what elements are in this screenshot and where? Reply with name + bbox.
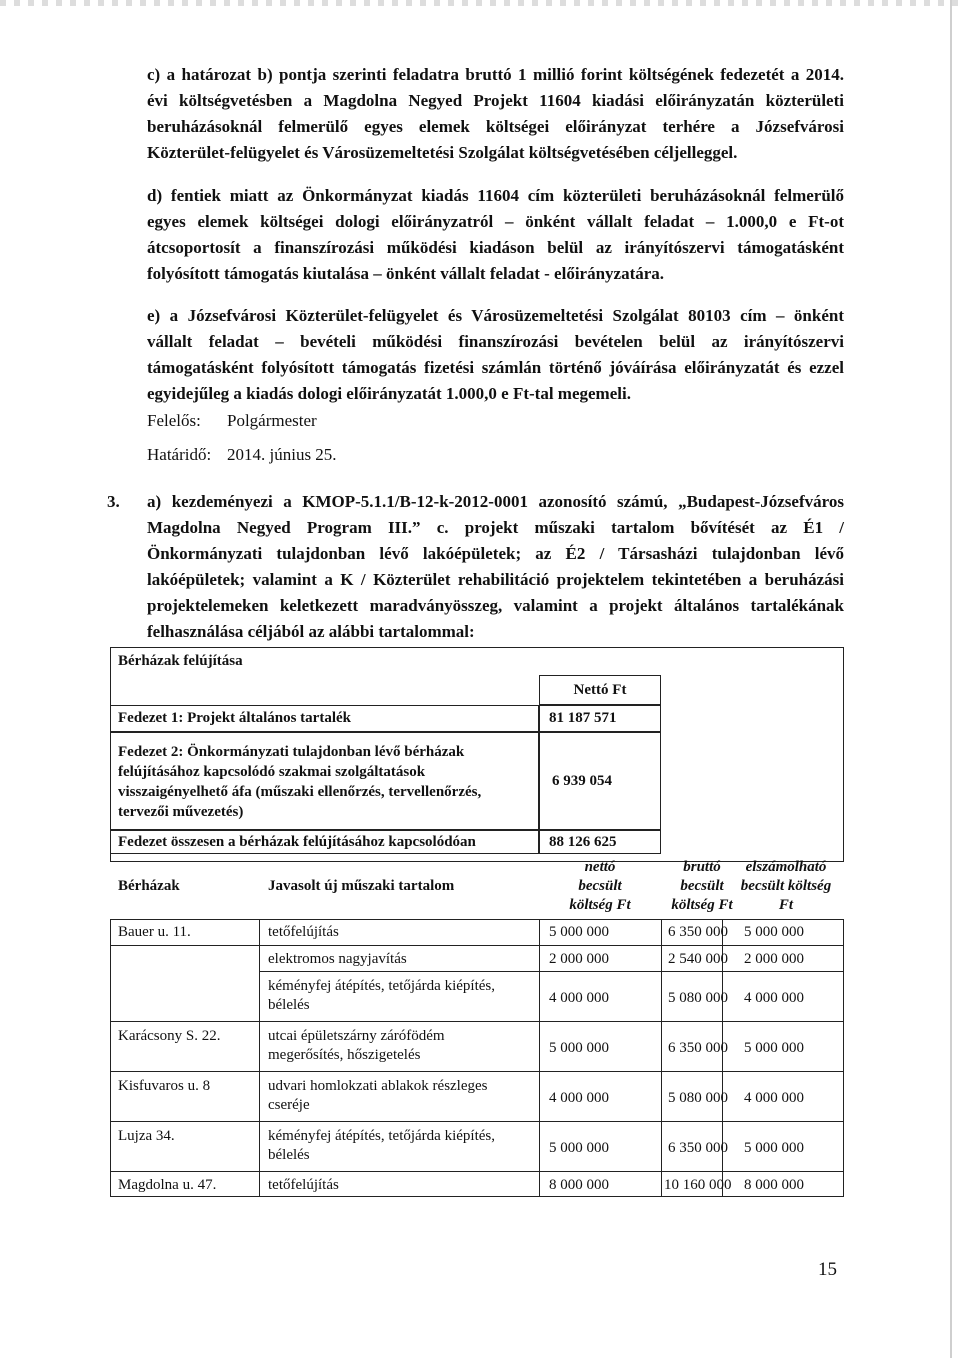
row-net: 2 000 000 xyxy=(549,951,609,967)
row-content-line: megerősítés, hőszigetelés xyxy=(268,1047,421,1063)
row-gross: 2 540 000 xyxy=(668,951,728,967)
responsible-value: Polgármester xyxy=(227,411,317,430)
paragraph-line: Önkormányzati tulajdonban lévő lakóépületek; az É2 / Társasházi tulajdonban lévő xyxy=(147,544,844,563)
column-divider xyxy=(661,919,662,1197)
item-number: 3. xyxy=(107,492,120,511)
paragraph-line: e) a Józsefvárosi Közterület-felügyelet és Városüzemeltetési Szolgálat 80103 cím – önként xyxy=(147,306,844,325)
paragraph-line: lakóépületek; valamint a K / Közterület rehabilitáció projektelem tekintetében a beruházási xyxy=(147,570,844,589)
paragraph-line: vállalt feladat – bevételi működési finanszírozási bevételen belül az irányítószervi xyxy=(147,332,844,351)
fund2-label-line: tervezői művezetés) xyxy=(118,804,244,820)
paragraph-line: évi költségvetésben a Magdolna Negyed Projekt 11604 kiadási előirányzatán közterületi xyxy=(147,91,844,110)
row-divider xyxy=(110,945,260,946)
funding-table-title: Bérházak felújítása xyxy=(118,653,243,669)
header-eligible xyxy=(728,858,844,915)
responsible-line xyxy=(147,409,317,433)
fund2-label-line: Fedezet 2: Önkormányzati tulajdonban lévő bérházak xyxy=(118,744,465,760)
row-eligible: 5 000 000 xyxy=(744,1040,804,1056)
header-net-line: becsült xyxy=(578,878,622,894)
paragraph-line: projektelemeken keletkezett maradványösszeg, valamint a projekt általános tartalékának xyxy=(147,596,844,615)
row-content: tetőfelújítás xyxy=(268,1177,339,1193)
row-gross: 5 080 000 xyxy=(668,990,728,1006)
row-divider xyxy=(110,1171,844,1172)
header-gross-line: bruttó xyxy=(683,859,721,875)
row-divider xyxy=(110,1021,844,1022)
paragraph-line: felhasználása céljából az alábbi tartalommal: xyxy=(147,622,475,641)
row-content-line: kéményfej átépítés, tetőjárda kiépítés, xyxy=(268,978,495,994)
row-net: 4 000 000 xyxy=(549,990,609,1006)
row-gross: 6 350 000 xyxy=(668,1140,728,1156)
row-gross: 10 160 000 xyxy=(664,1177,732,1193)
row-content xyxy=(268,1077,488,1115)
row-content-line: cseréje xyxy=(268,1097,310,1113)
header-eligible-line: Ft xyxy=(778,897,794,913)
fund1-value: 81 187 571 xyxy=(549,710,617,726)
row-eligible: 4 000 000 xyxy=(744,1090,804,1106)
fund-total-value: 88 126 625 xyxy=(549,834,617,850)
row-net: 8 000 000 xyxy=(549,1177,609,1193)
deadline-label: Határidő: xyxy=(147,445,212,464)
paragraph-line: átcsoportosít a finanszírozási működési kiadáson belül az irányítószervi támogatásként xyxy=(147,238,844,257)
row-content-line: bélelés xyxy=(268,1147,310,1163)
row-content-line: kéményfej átépítés, tetőjárda kiépítés, xyxy=(268,1128,495,1144)
row-gross: 6 350 000 xyxy=(668,924,728,940)
row-net: 4 000 000 xyxy=(549,1090,609,1106)
fund2-label-line: felújításához kapcsolódó szakmai szolgáltatások xyxy=(118,764,426,780)
net-header: Nettó Ft xyxy=(573,682,627,698)
row-divider xyxy=(259,971,844,972)
row-divider xyxy=(259,945,844,946)
scan-right-edge xyxy=(950,0,952,1358)
row-eligible: 5 000 000 xyxy=(744,1140,804,1156)
fund2-value: 6 939 054 xyxy=(552,773,612,789)
deadline-value: 2014. június 25. xyxy=(227,445,337,464)
row-building: Karácsony S. 22. xyxy=(118,1028,221,1044)
paragraph-line: beruházásoknál felmerülő egyes elemek költségei előirányzat terhére a Józsefvárosi xyxy=(147,117,844,136)
fund-total-label: Fedezet összesen a bérházak felújításához kapcsolódóan xyxy=(118,834,476,850)
row-building: Lujza 34. xyxy=(118,1128,175,1144)
scan-top-edge xyxy=(0,0,960,6)
row-building: Magdolna u. 47. xyxy=(118,1177,217,1193)
row-content xyxy=(268,1127,495,1165)
fund1-label: Fedezet 1: Projekt általános tartalék xyxy=(118,710,351,726)
header-net-line: nettó xyxy=(584,859,616,875)
row-content-line: udvari homlokzati ablakok részleges xyxy=(268,1078,488,1094)
paragraph-line: Közterület-felügyelet és Városüzemeltetési Szolgálat költségvetésében céljelleggel. xyxy=(147,143,738,162)
paragraph-line: d) fentiek miatt az Önkormányzat kiadás 11604 cím közterületi beruházásoknál felmerülő xyxy=(147,186,844,205)
column-divider xyxy=(259,919,260,1197)
row-divider xyxy=(110,1121,844,1122)
row-building: Kisfuvaros u. 8 xyxy=(118,1078,211,1094)
row-net: 5 000 000 xyxy=(549,1040,609,1056)
fund2-label-line: visszaigényelhető áfa (műszaki ellenőrzés, tervellenőrzés, xyxy=(118,784,482,800)
row-gross: 6 350 000 xyxy=(668,1040,728,1056)
paragraph-e xyxy=(147,303,844,407)
row-content-line: utcai épületszárny zárófödém xyxy=(268,1028,445,1044)
row-net: 5 000 000 xyxy=(549,1140,609,1156)
paragraph-line: egyes elemek költségei dologi előirányzatról – önként vállalt feladat – 1.000,0 e Ft-ot xyxy=(147,212,844,231)
paragraph-c xyxy=(147,62,844,166)
row-content: tetőfelújítás xyxy=(268,924,339,940)
row-eligible: 4 000 000 xyxy=(744,990,804,1006)
paragraph-line: egyidejűleg a kiadás dologi előirányzatát 1.000,0 e Ft-tal megemeli. xyxy=(147,384,631,403)
header-net-line: költség Ft xyxy=(569,897,631,913)
row-content-line: bélelés xyxy=(268,997,310,1013)
paragraph-d xyxy=(147,183,844,287)
paragraph-line: támogatásként folyósított támogatás fizetési számlán történő jóváírása előirányzatát és ezzel xyxy=(147,358,844,377)
header-content: Javasolt új műszaki tartalom xyxy=(268,878,455,894)
row-content xyxy=(268,1027,445,1065)
header-eligible-line: elszámolható xyxy=(745,859,827,875)
row-eligible: 5 000 000 xyxy=(744,924,804,940)
row-eligible: 2 000 000 xyxy=(744,951,804,967)
row-eligible: 8 000 000 xyxy=(744,1177,804,1193)
paragraph-line: Magdolna Negyed Program III.” c. projekt műszaki tartalom bővítését az É1 / xyxy=(147,518,844,537)
fund2-label xyxy=(118,742,481,822)
header-building: Bérházak xyxy=(118,878,180,894)
column-divider xyxy=(539,919,540,1197)
header-net xyxy=(539,858,661,915)
page-number: 15 xyxy=(818,1259,837,1280)
header-eligible-line: becsült költség xyxy=(740,878,832,894)
paragraph-line: c) a határozat b) pontja szerinti feladatra bruttó 1 millió forint költségének fedezetét a 2014. xyxy=(147,65,844,84)
responsible-label: Felelős: xyxy=(147,411,201,430)
row-building: Bauer u. 11. xyxy=(118,924,191,940)
paragraph-line: folyósított támogatás kiutalása – önként vállalt feladat - előirányzatára. xyxy=(147,264,665,283)
row-gross: 5 080 000 xyxy=(668,1090,728,1106)
paragraph-line: a) kezdeményezi a KMOP-5.1.1/B-12-k-2012-0001 azonosító számú, „Budapest-Józsefváros xyxy=(147,492,844,511)
header-gross-line: költség Ft xyxy=(671,897,733,913)
deadline-line xyxy=(147,443,337,467)
row-content xyxy=(268,977,495,1015)
row-net: 5 000 000 xyxy=(549,924,609,940)
item3-paragraph xyxy=(147,489,844,645)
row-content: elektromos nagyjavítás xyxy=(268,951,407,967)
row-divider xyxy=(110,1071,844,1072)
header-gross-line: becsült xyxy=(680,878,724,894)
